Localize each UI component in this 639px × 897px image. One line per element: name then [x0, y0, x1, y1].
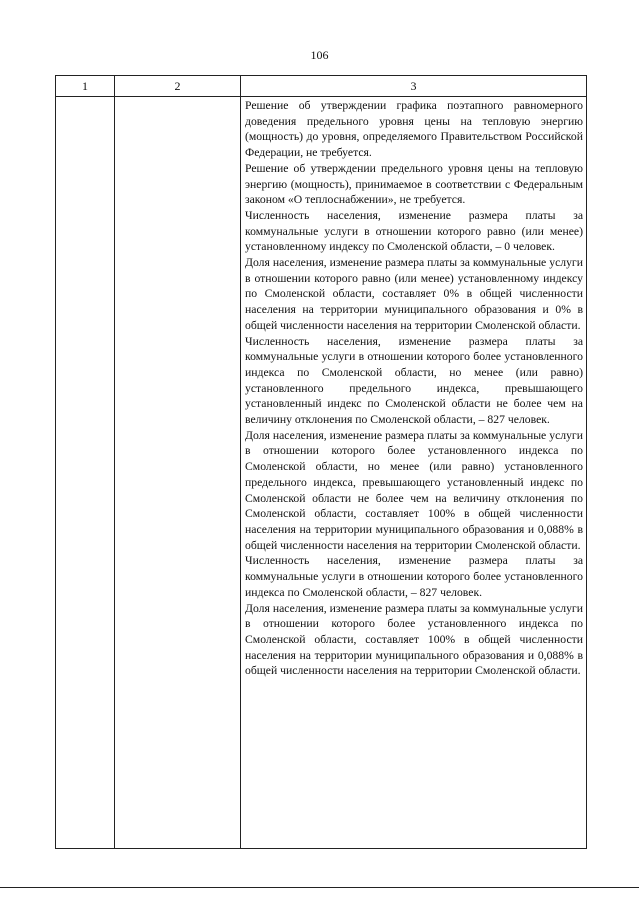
table-header-row [56, 76, 587, 97]
cell-column-1 [56, 97, 115, 849]
paragraph-share-above-index: Доля населения, изменение размера платы за коммунальные услуги в отношении которого более установленного индекса по Смоленской области, составляет 100% в общей численности населения на территории муниципального образования и 0,088% в общей численности населения на территории Смоленской области. [245, 601, 583, 678]
paragraph-share-above-index-within-limit: Доля населения, изменение размера платы за коммунальные услуги в отношении которого более установленного индекса по Смоленской области, но менее (или равно) установленного предельного индекса, превышающего установленный индекс по Смоленской области не более чем на величину отклонения по Смоленской области, составляет 100% в общей численности населения на территории муниципального образования и 0,088% в общей численности населения на территории Смоленской области. [245, 428, 583, 552]
column-header-1: 1 [56, 76, 115, 97]
paragraph-share-equal-index: Доля населения, изменение размера платы за коммунальные услуги в отношении которого равно (или менее) установленному индексу по Смоленской области, составляет 0% в общей численности населения на территории муниципального образования и 0% в общей численности населения на территории Смоленской области. [245, 256, 583, 332]
paragraph-population-above-index: Численность населения, изменение размера платы за коммунальные услуги в отношении которого более установленного индекса по Смоленской области, – 827 человек. [245, 554, 583, 599]
cell-column-3 [241, 97, 587, 849]
paragraph-population-above-index-within-limit: Численность населения, изменение размера платы за коммунальные услуги в отношении которого более установленного индекса по Смоленской области, но менее (или равно) установленного предельного индекса, превышающего установленный индекс по Смоленской области не более чем на величину отклонения по Смоленской области, – 827 человек. [245, 334, 583, 427]
document-table [55, 75, 587, 849]
bottom-divider [0, 887, 639, 888]
paragraph-price-level: Решение об утверждении предельного уровня цены на тепловую энергию (мощность), принимаемое в соответствии с Федеральным законом «О теплоснабжении», не требуется. [245, 161, 583, 207]
cell-column-2 [115, 97, 241, 849]
paragraph-population-equal-index: Численность населения, изменение размера платы за коммунальные услуги в отношении которого равно (или менее) установленному индексу по Смоленской области, – 0 человек. [245, 208, 583, 254]
column-header-3: 3 [241, 76, 587, 97]
page-number: 106 [310, 48, 329, 62]
table-body-row [56, 97, 587, 849]
column-header-2: 2 [115, 76, 241, 97]
paragraph-price-schedule: Решение об утверждении графика поэтапного равномерного доведения предельного уровня цены на тепловую энергию (мощность) до уровня, определяемого Правительством Российской Федерации, не требуется. [245, 99, 583, 160]
